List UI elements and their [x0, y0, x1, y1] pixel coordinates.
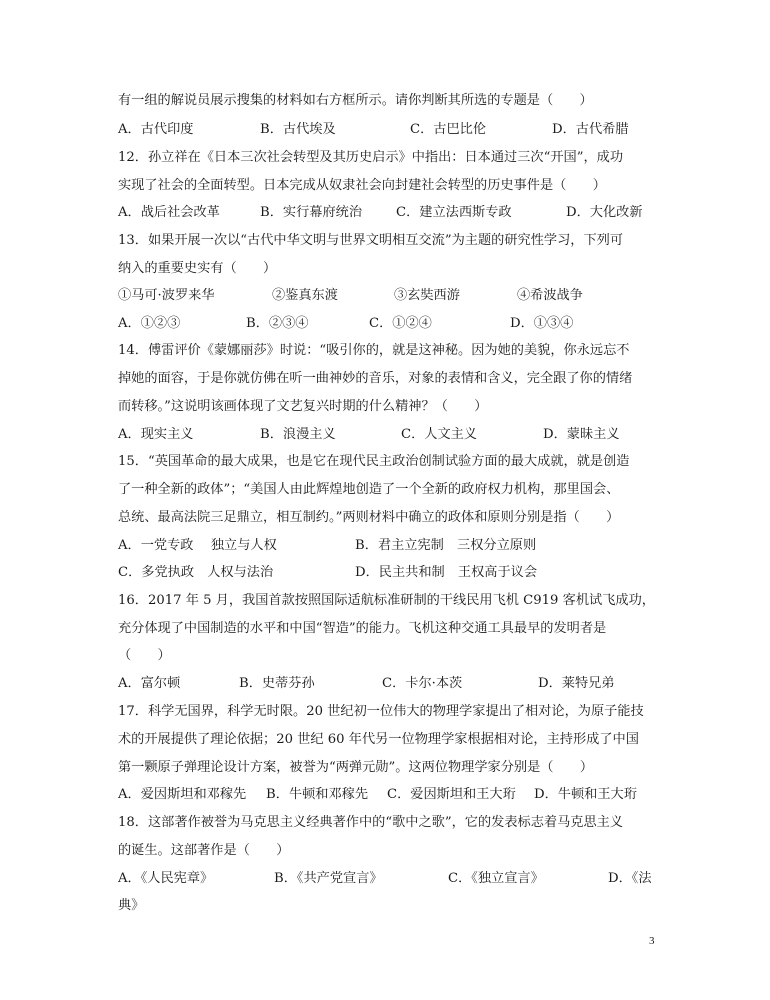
q12-option-c[interactable]: C．建立法西斯专政 [396, 205, 512, 220]
question-17-stem-3: 第一颗原子弹理论设计方案，被誉为“两弹元勋”。这两位物理学家分别是（ ） [118, 760, 594, 775]
q15-option-d[interactable]: D．民主共和制 王权高于议会 [355, 565, 538, 580]
q12-option-b[interactable]: B．实行幕府统治 [260, 205, 363, 220]
q12-option-d[interactable]: D．大化改新 [566, 205, 643, 220]
q14-option-a[interactable]: A．现实主义 [118, 427, 194, 442]
question-16-stem-2: 充分体现了中国制造的水平和中国“智造”的能力。飞机这种交通工具最早的发明者是 [118, 621, 607, 636]
q13-item-1: ①马可·波罗来华 [118, 288, 215, 303]
q13-option-d[interactable]: D．①③④ [510, 316, 574, 331]
question-13-stem-2: 纳入的重要史实有（ ） [118, 261, 277, 276]
question-12-stem-1: 12．孙立祥在《日本三次社会转型及其历史启示》中指出：日本通过三次“开国”，成功 [118, 150, 624, 165]
question-15-stem-3: 总统、最高法院三足鼎立，相互制约。”两则材料中确立的政体和原则分别是指（ ） [118, 510, 620, 525]
question-18-stem-1: 18．这部著作被誉为马克思主义经典著作中的“歌中之歌”，它的发表标志着马克思主义 [118, 815, 624, 830]
q11-option-d[interactable]: D．古代希腊 [552, 122, 629, 137]
q16-option-c[interactable]: C．卡尔·本茨 [382, 676, 463, 691]
q14-option-c[interactable]: C．人文主义 [401, 427, 478, 442]
q13-option-c[interactable]: C．①②④ [369, 316, 432, 331]
question-16-stem-1: 16．2017 年 5 月，我国首款按照国际适航标准研制的干线民用飞机 C919 客机试飞成功， [118, 593, 655, 608]
question-15-stem-1: 15．“英国革命的最大成果，也是它在现代民主政治创制试验方面的最大成就，就是创造 [118, 454, 630, 469]
q11-option-c[interactable]: C．古巴比伦 [410, 122, 487, 137]
q13-option-a[interactable]: A．①②③ [118, 316, 181, 331]
question-17-stem-2: 术的开展提供了理论依据；20 世纪 60 年代另一位物理学家根据相对论，主持形成了中国 [118, 732, 639, 747]
q16-option-d[interactable]: D．莱特兄弟 [538, 676, 615, 691]
q14-option-d[interactable]: D．蒙昧主义 [543, 427, 620, 442]
question-18-option-d-continued: 典》 [118, 898, 145, 913]
q13-item-3: ③玄奘西游 [394, 288, 460, 303]
q18-option-a[interactable]: A．《人民宪章》 [118, 871, 214, 886]
q14-option-b[interactable]: B．浪漫主义 [260, 427, 336, 442]
question-13-stem-1: 13．如果开展一次以“古代中华文明与世界文明相互交流”为主题的研究性学习，下列可 [118, 233, 624, 248]
q17-option-b[interactable]: B．牛顿和邓稼先 [266, 787, 369, 802]
q17-option-d[interactable]: D．牛顿和王大珩 [534, 787, 637, 802]
q13-option-b[interactable]: B．②③④ [246, 316, 309, 331]
question-16-stem-3: （ ） [118, 648, 171, 663]
question-14-stem-2: 掉她的面容，于是你就仿佛在听一曲神妙的音乐，对象的表情和含义，完全跟了你的情绪 [118, 371, 633, 386]
page-number: 3 [649, 935, 655, 947]
q15-option-a[interactable]: A．一党专政 独立与人权 [118, 538, 277, 553]
q18-option-d[interactable]: D．《法 [608, 871, 652, 886]
question-18-stem-2: 的诞生。这部著作是（ ） [118, 843, 290, 858]
q11-option-a[interactable]: A．古代印度 [118, 122, 194, 137]
q18-option-b[interactable]: B．《共产党宣言》 [274, 871, 383, 886]
q15-option-c[interactable]: C．多党执政 人权与法治 [118, 565, 274, 580]
question-11-stem: 有一组的解说员展示搜集的材料如右方框所示。请你判断其所选的专题是（ ） [118, 93, 593, 108]
q13-item-4: ④希波战争 [517, 288, 583, 303]
question-15-stem-2: 了一种全新的政体”；“美国人由此辉煌地创造了一个全新的政府权力机构，那里国会、 [118, 482, 620, 497]
q16-option-b[interactable]: B．史蒂芬孙 [239, 676, 315, 691]
question-14-stem-1: 14．傅雷评价《蒙娜丽莎》时说：“吸引你的，就是这神秘。因为她的美貌，你永远忘不 [118, 343, 630, 358]
q13-item-2: ②鉴真东渡 [272, 288, 338, 303]
q18-option-c[interactable]: C．《独立宣言》 [448, 871, 544, 886]
question-14-stem-3: 而转移。”这说明该画体现了文艺复兴时期的什么精神？（ ） [118, 399, 488, 414]
q12-option-a[interactable]: A．战后社会改革 [118, 205, 220, 220]
q16-option-a[interactable]: A．富尔顿 [118, 676, 181, 691]
q15-option-b[interactable]: B．君主立宪制 三权分立原则 [355, 538, 537, 553]
q11-option-b[interactable]: B．古代埃及 [260, 122, 336, 137]
q17-option-a[interactable]: A．爱因斯坦和邓稼先 [118, 787, 247, 802]
question-12-stem-2: 实现了社会的全面转型。日本完成从奴隶社会向封建社会转型的历史事件是（ ） [118, 178, 606, 193]
question-17-stem-1: 17．科学无国界，科学无时限。20 世纪初一位伟大的物理学家提出了相对论，为原子能技 [118, 704, 644, 719]
q17-option-c[interactable]: C．爱因斯坦和王大珩 [387, 787, 516, 802]
